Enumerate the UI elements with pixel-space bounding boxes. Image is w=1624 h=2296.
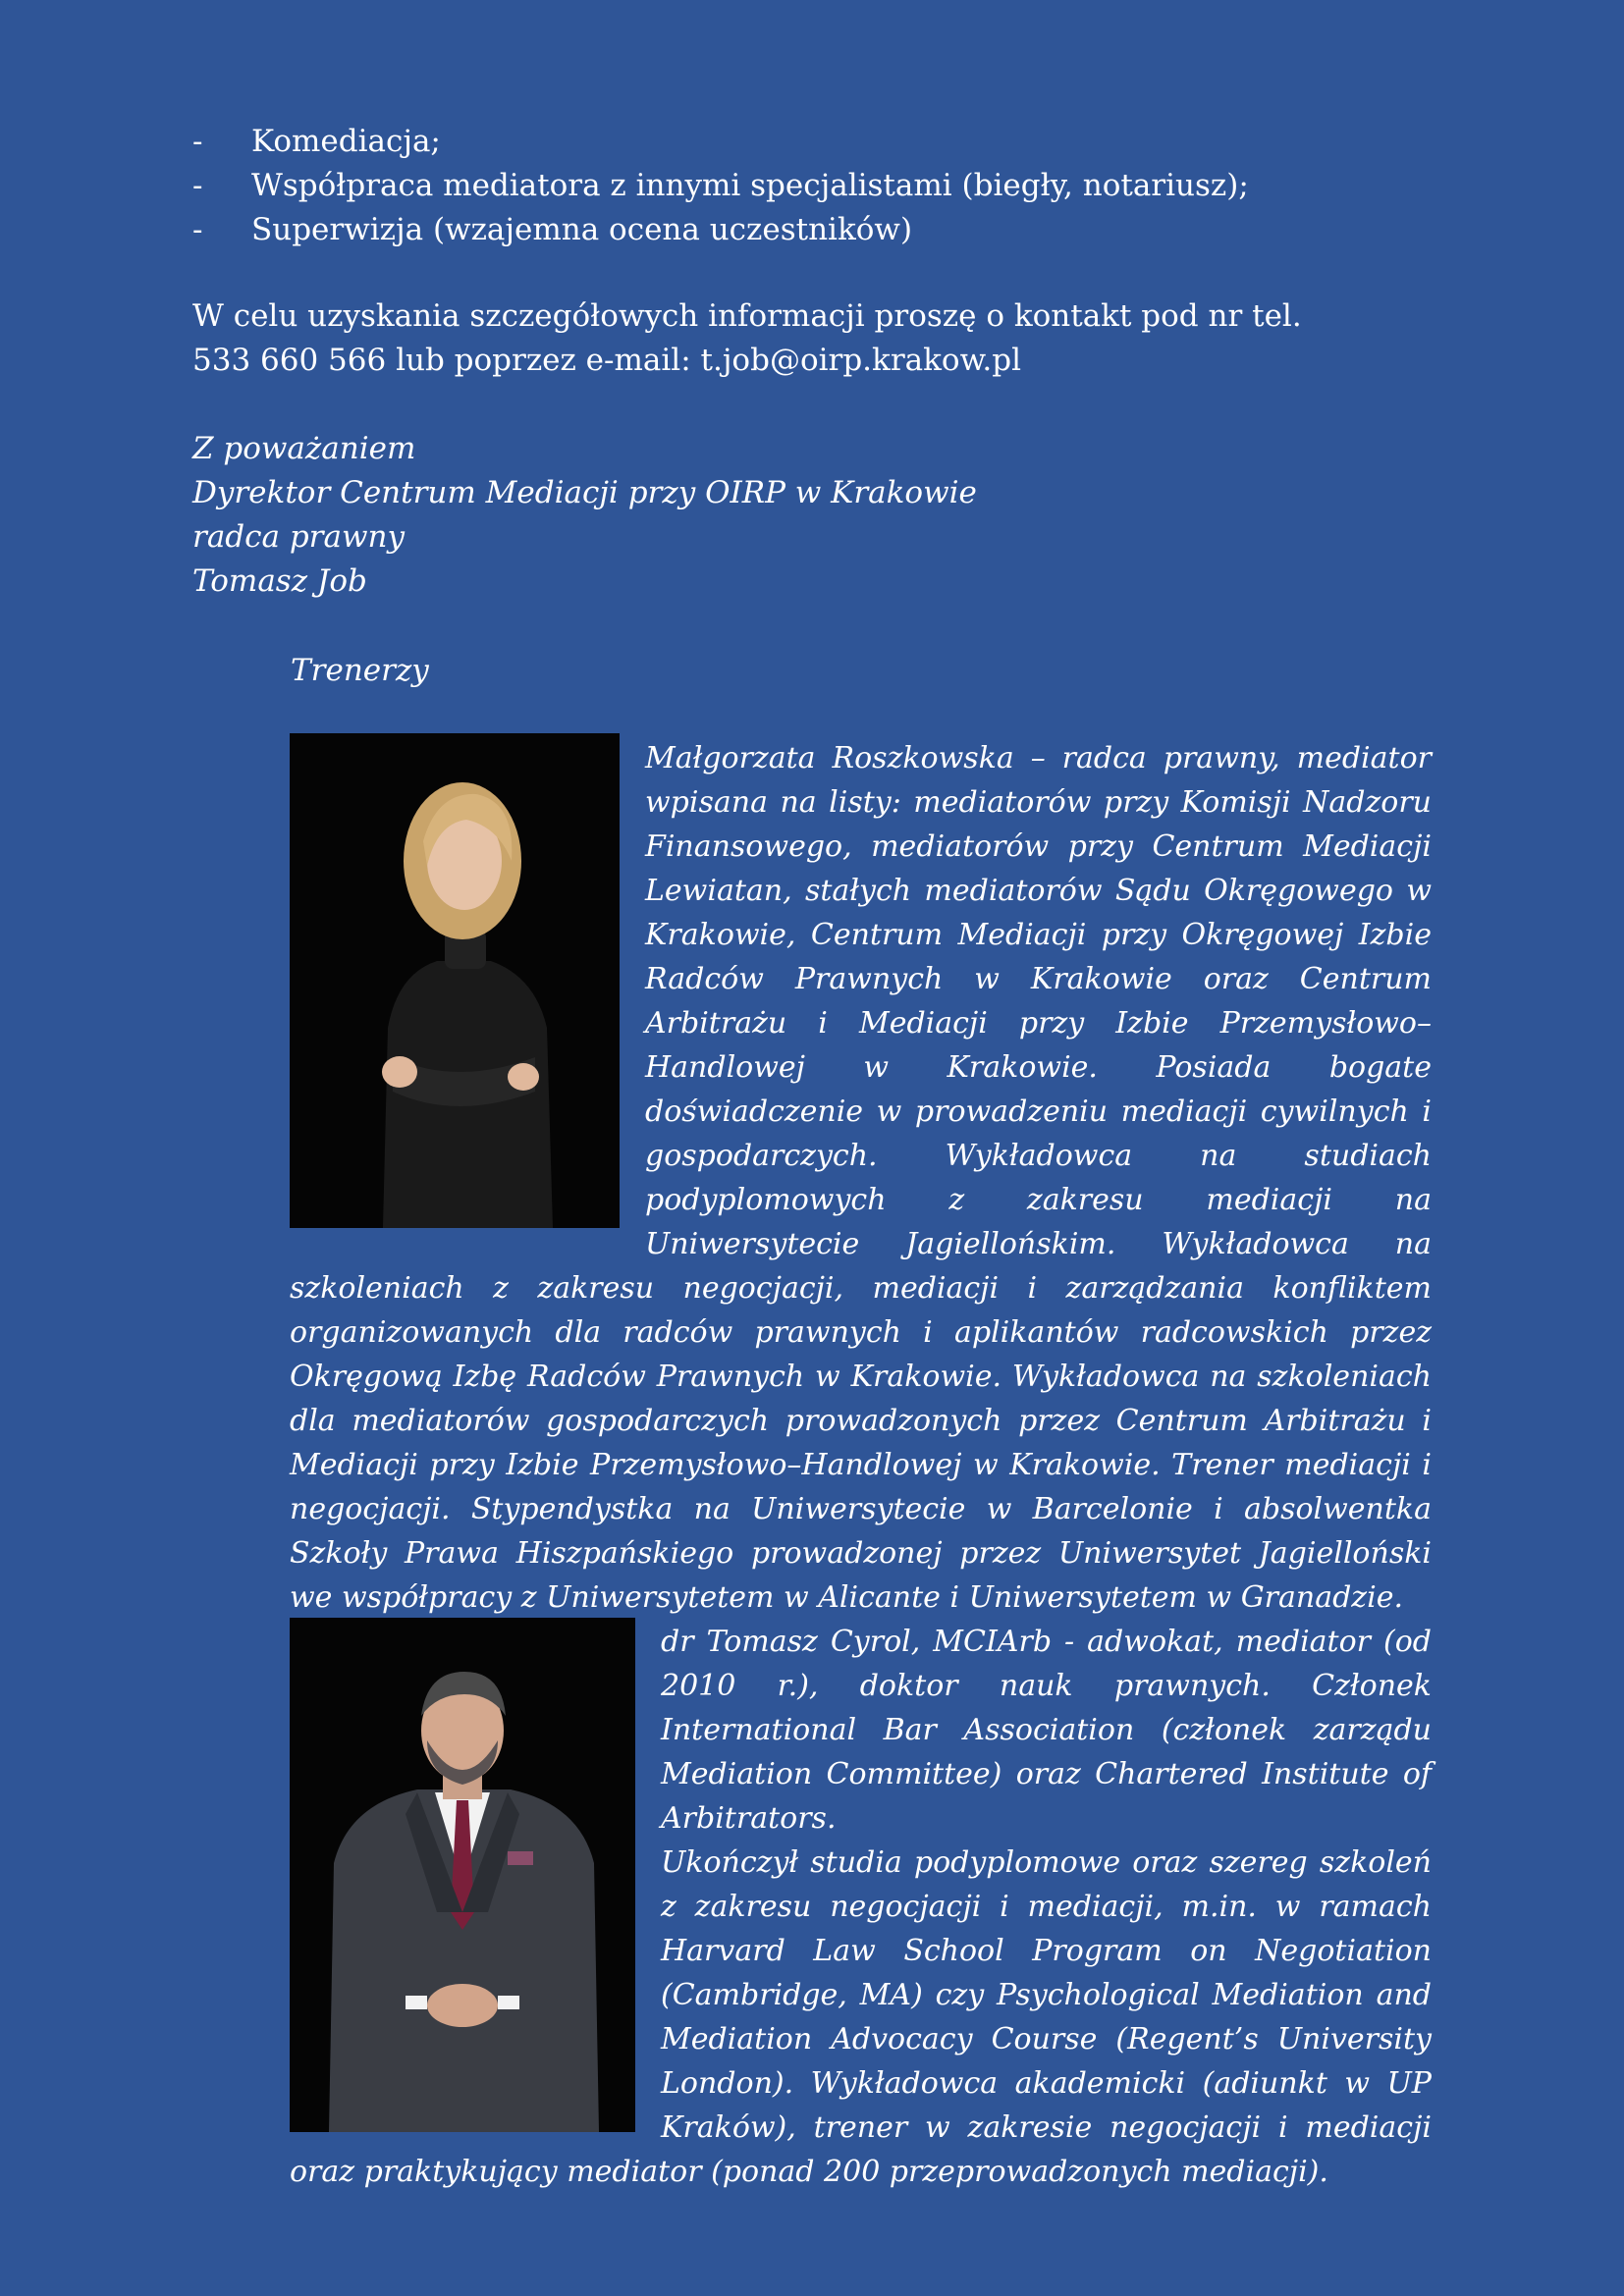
bullet-dash: -	[192, 124, 203, 159]
signature-role: radca prawny	[192, 519, 406, 555]
signature-greeting: Z poważaniem	[192, 431, 416, 466]
list-item	[192, 208, 1469, 252]
woman-portrait-image	[290, 733, 620, 1228]
bullet-list	[192, 120, 1469, 252]
signature-title: Dyrektor Centrum Mediacji przy OIRP w Krakowie	[192, 475, 977, 510]
bullet-dash: -	[192, 212, 203, 247]
trainer-bio-1	[290, 736, 1432, 1620]
bullet-text: Współpraca mediatora z innymi specjalistami (biegły, notariusz);	[251, 168, 1249, 203]
trainer-bio-2-text: dr Tomasz Cyrol, MCIArb - adwokat, mediator (od 2010 r.), doktor nauk prawnych. Członek International Bar Association (członek zarządu Mediation Committee) oraz Chartered Institute of Arbitrators.	[661, 1625, 1432, 1836]
signature-name: Tomasz Job	[192, 563, 367, 599]
bullet-dash: -	[192, 168, 203, 203]
trainer-bio-1-text: Małgorzata Roszkowska – radca prawny, mediator wpisana na listy: mediatorów przy Komisji Nadzoru Finansowego, mediatorów przy Centrum Mediacji Lewiatan, stałych mediatorów Sądu Okręgowego w Krakowie, Centrum Mediacji przy Okręgowej Izbie Radców Prawnych w Krakowie oraz Centrum Arbitrażu i Mediacji przy Izbie Przemysłowo–Handlowej w Krakowie. Posiada bogate doświadczenie w prowadzeniu mediacji cywilnych i gospodarczych. Wykładowca na studiach podyplomowych z zakresu mediacji na Uniwersytecie Jagiellońskim. Wykładowca na szkoleniach z zakresu negocjacji, mediacji i zarządzania konfliktem organizowanych dla radców prawnych i aplikantów radcowskich przez Okręgową Izbę Radców Prawnych w Krakowie. Wykładowca na szkoleniach dla mediatorów gospodarczych prowadzonych przez Centrum Arbitrażu i Mediacji przy Izbie Przemysłowo–Handlowej w Krakowie. Trener mediacji i negocjacji. Stypendystka na Uniwersytecie w Barcelonie i absolwentka Szkoły Prawa Hiszpańskiego prowadzonej przez Uniwersytet Jagielloński we współpracy z Uniwersytetem w Alicante i Uniwersytetem w Granadzie.	[290, 741, 1432, 1615]
contact-line-2: 533 660 566 lub poprzez e-mail: t.job@oirp.krakow.pl	[192, 343, 1022, 378]
signature-block	[192, 427, 977, 604]
list-item	[192, 164, 1469, 208]
contact-line-1: W celu uzyskania szczegółowych informacji proszę o kontakt pod nr tel.	[192, 298, 1302, 334]
contact-info	[192, 294, 1469, 383]
trainer-photo-2	[290, 1618, 635, 2132]
trainer-photo-1	[290, 733, 620, 1228]
trainer-bio-2	[290, 1620, 1432, 2194]
bullet-text: Komediacja;	[251, 124, 441, 159]
trainer-bio-2-text-continued: Ukończył studia podyplomowe oraz szereg szkoleń z zakresu negocjacji i mediacji, m.in. w ramach Harvard Law School Program on Negotiation (Cambridge, MA) czy Psychological Mediation and Mediation Advocacy Course (Regent’s University London). Wykładowca akademicki (adiunkt w UP Kraków), trener w zakresie negocjacji i mediacji oraz praktykujący mediator (ponad 200 przeprowadzonych mediacji).	[290, 1845, 1432, 2189]
man-portrait-image	[290, 1618, 635, 2132]
bullet-text: Superwizja (wzajemna ocena uczestników)	[251, 212, 913, 247]
list-item	[192, 120, 1469, 164]
trainers-heading: Trenerzy	[291, 653, 429, 688]
